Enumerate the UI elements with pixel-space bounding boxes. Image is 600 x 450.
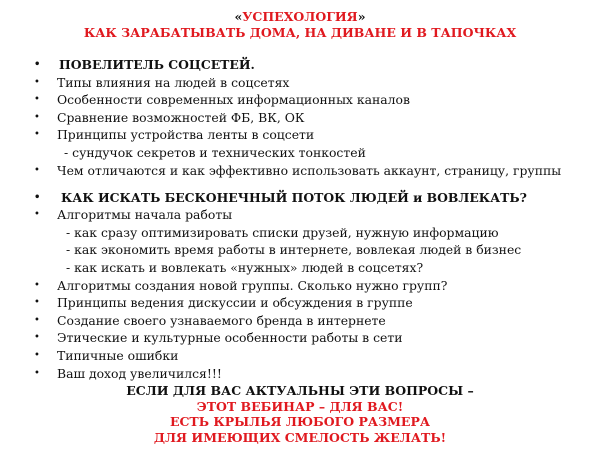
list-subitem: - как искать и вовлекать «нужных» людей в соцсетях? — [66, 260, 424, 276]
course-subtitle: КАК ЗАРАБАТЫВАТЬ ДОМА, НА ДИВАНЕ И В ТАПОЧКАХ — [83, 25, 517, 40]
list-item: • Этические и культурные особенности работы в сети — [34, 330, 403, 346]
list-item: • Сравнение возможностей ФБ, ВК, ОК — [34, 109, 305, 125]
bullet-icon: • — [34, 279, 40, 291]
bullet-icon: • — [34, 191, 41, 203]
bullet-icon: • — [34, 350, 40, 361]
list-item: • Алгоритмы создания новой группы. Сколько нужно групп? — [34, 277, 448, 293]
cta-line: ЭТОТ ВЕБИНАР – ДЛЯ ВАС! — [196, 398, 404, 414]
list-subitem: - как экономить время работы в интернете, вовлекая людей в бизнес — [66, 242, 522, 258]
bullet-icon: • — [34, 76, 40, 88]
bullet-icon: • — [34, 164, 40, 176]
section-heading: • КАК ИСКАТЬ БЕСКОНЕЧНЫЙ ПОТОК ЛЮДЕЙ и ВОВЛЕКАТЬ? — [34, 189, 527, 205]
cta-line: ЕСЛИ ДЛЯ ВАС АКТУАЛЬНЫ ЭТИ ВОПРОСЫ – — [126, 383, 474, 398]
section-heading: • ПОВЕЛИТЕЛЬ СОЦСЕТЕЙ. — [34, 57, 255, 72]
list-item: • Создание своего узнаваемого бренда в интернете — [34, 312, 386, 328]
list-item: • Принципы устройства ленты в соцсети — [34, 127, 315, 143]
list-item: • Алгоритмы начала работы — [34, 207, 233, 223]
cta-line: ДЛЯ ИМЕЮЩИХ СМЕЛОСТЬ ЖЕЛАТЬ! — [153, 429, 447, 445]
title-word: УСПЕХОЛОГИЯ — [242, 9, 358, 24]
title-quote-open: « — [234, 9, 243, 24]
bullet-icon: • — [34, 129, 40, 141]
list-subitem: - как сразу оптимизировать списки друзей, нужную информацию — [66, 224, 499, 240]
bullet-icon: • — [34, 367, 40, 379]
bullet-icon: • — [34, 209, 40, 221]
list-item: • Ваш доход увеличился!!! — [34, 365, 222, 381]
bullet-icon: • — [34, 314, 40, 326]
section-gap — [0, 179, 600, 189]
topics-list — [0, 56, 600, 382]
list-item: • Типы влияния на людей в соцсетях — [34, 74, 290, 90]
bullet-icon: • — [34, 297, 40, 309]
cta-line: ЕСТЬ КРЫЛЬЯ ЛЮБОГО РАЗМЕРА — [169, 414, 431, 429]
list-item: • Типичные ошибки — [34, 348, 179, 363]
list-item: • Чем отличаются и как эффективно использовать аккаунт, страницу, группы — [34, 162, 562, 178]
bullet-icon: • — [34, 332, 40, 344]
course-title — [0, 9, 600, 24]
list-subitem: - сундучок секретов и технических тонкостей — [64, 144, 366, 160]
bullet-icon: • — [34, 94, 40, 106]
bullet-icon: • — [34, 111, 40, 123]
list-item: • Особенности современных информационных каналов — [34, 92, 410, 108]
call-to-action — [0, 383, 600, 445]
bullet-icon: • — [34, 59, 41, 70]
title-quote-close: » — [357, 9, 366, 24]
list-item: • Принципы ведения дискуссии и обсуждения в группе — [34, 295, 413, 311]
